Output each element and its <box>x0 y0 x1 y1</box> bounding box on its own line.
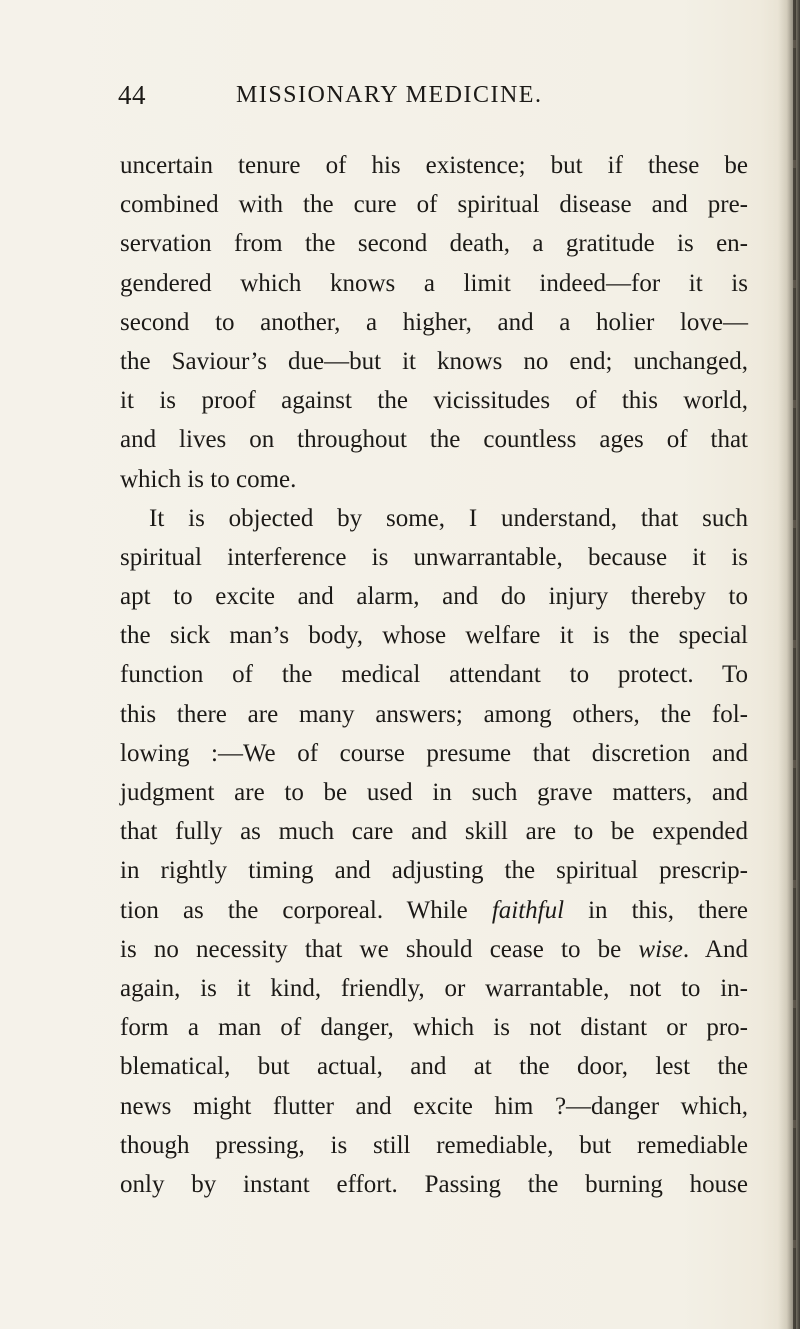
text-line <box>120 930 748 969</box>
text-line: function of the medical attendant to protect. To <box>120 661 748 689</box>
text-line: apt to excite and alarm, and do injury thereby to <box>120 583 748 611</box>
text-segment: tion as the corporeal. While <box>120 896 492 924</box>
body-text <box>120 146 748 1204</box>
italic-emphasis: faithful <box>491 896 565 924</box>
running-head: MISSIONARY MEDICINE. <box>236 82 543 108</box>
binding-edge <box>793 0 796 1329</box>
text-line: again, is it kind, friendly, or warrantable, not to in- <box>120 974 748 1002</box>
page-header <box>118 80 750 116</box>
text-line: in rightly timing and adjusting the spiritual prescrip- <box>120 857 748 885</box>
text-segment: is no necessity that we should cease to be <box>120 935 639 963</box>
italic-emphasis: wise <box>638 935 683 963</box>
text-line: spiritual interference is unwarrantable, because it is <box>120 543 748 571</box>
text-line: judgment are to be used in such grave matters, and <box>120 779 748 806</box>
page-number: 44 <box>118 80 146 110</box>
text-line: combined with the cure of spiritual disease and pre- <box>120 191 748 219</box>
text-line: the sick man’s body, whose welfare it is the special <box>120 622 748 650</box>
text-line: uncertain tenure of his existence; but if these be <box>120 152 748 179</box>
text-line: though pressing, is still remediable, but remediable <box>120 1131 748 1159</box>
text-line: only by instant effort. Passing the burning house <box>120 1170 748 1198</box>
text-line: it is proof against the vicissitudes of this world, <box>120 387 748 415</box>
text-line: servation from the second death, a gratitude is en- <box>120 230 748 258</box>
text-line: form a man of danger, which is not distant or pro- <box>120 1014 748 1042</box>
text-line: and lives on throughout the countless ages of that <box>120 426 748 454</box>
text-line: that fully as much care and skill are to be expended <box>120 818 748 846</box>
text-line: which is to come. <box>120 465 297 493</box>
text-line: news might flutter and excite him ?—danger which, <box>120 1092 748 1120</box>
paragraph-start-line: It is objected by some, I understand, that such <box>149 504 748 532</box>
text-line <box>120 891 748 930</box>
text-segment: . And <box>682 935 748 963</box>
text-line: blematical, but actual, and at the door, lest the <box>120 1053 748 1081</box>
page-edge-shadow <box>778 0 800 1329</box>
text-line: this there are many answers; among others, the fol- <box>120 700 748 728</box>
text-line: second to another, a higher, and a holier love— <box>120 308 748 336</box>
text-line: the Saviour’s due—but it knows no end; unchanged, <box>120 347 748 375</box>
text-line: gendered which knows a limit indeed—for it is <box>120 269 748 297</box>
text-segment: in this, there <box>564 896 748 924</box>
text-line: lowing :—We of course presume that discretion and <box>120 739 748 767</box>
